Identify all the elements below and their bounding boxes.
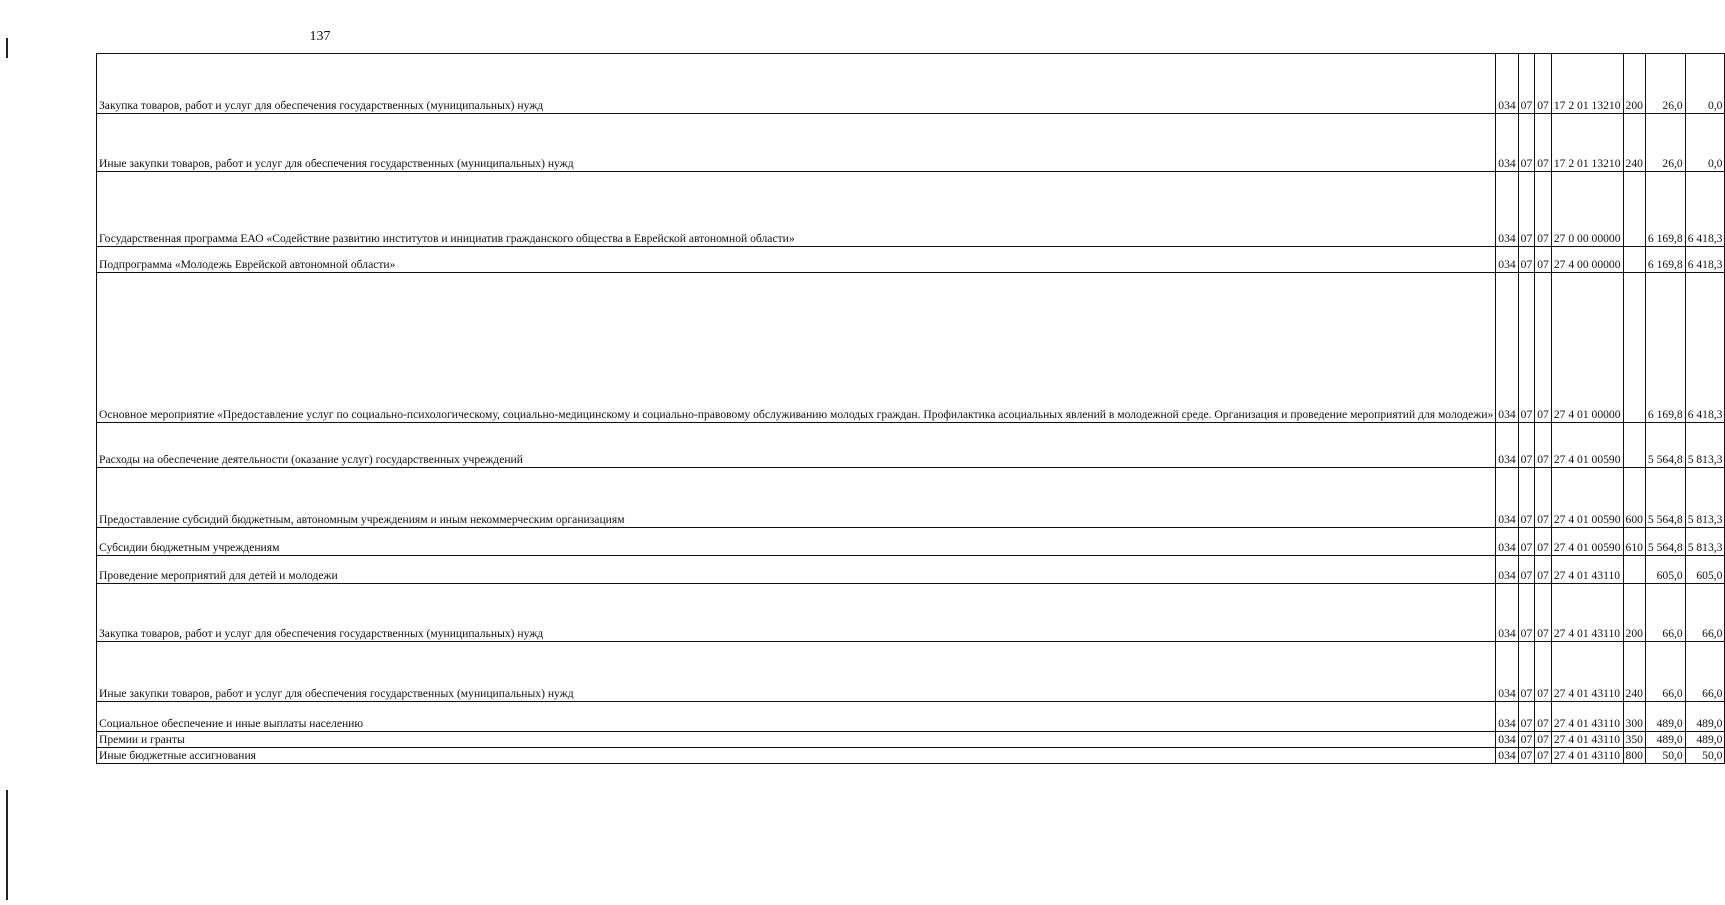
row-name: Расходы на обеспечение деятельности (оказание услуг) государственных учреждений <box>97 423 1496 468</box>
expense-type-code: 300 <box>1623 702 1645 732</box>
grbs-code: 034 <box>1496 172 1518 247</box>
grbs-code: 034 <box>1496 732 1518 748</box>
section-code: 07 <box>1518 642 1535 702</box>
section-code: 07 <box>1518 468 1535 528</box>
amount-year-2: 6 418,3 <box>1685 172 1725 247</box>
expense-type-code <box>1623 172 1645 247</box>
target-article-code: 27 4 01 00590 <box>1551 468 1623 528</box>
row-name: Подпрограмма «Молодежь Еврейской автономной области» <box>97 247 1496 273</box>
amount-year-2: 489,0 <box>1685 702 1725 732</box>
expense-type-code <box>1623 423 1645 468</box>
target-article-code: 27 4 01 43110 <box>1551 702 1623 732</box>
margin-mark-bottom <box>6 790 8 900</box>
budget-table <box>96 53 1725 764</box>
grbs-code: 034 <box>1496 247 1518 273</box>
row-name: Закупка товаров, работ и услуг для обеспечения государственных (муниципальных) нужд <box>97 54 1496 114</box>
amount-year-1: 605,0 <box>1645 556 1685 584</box>
table-row <box>97 247 1725 273</box>
table-row <box>97 468 1725 528</box>
subsection-code: 07 <box>1535 584 1552 642</box>
target-article-code: 27 4 01 00590 <box>1551 423 1623 468</box>
table-row <box>97 528 1725 556</box>
amount-year-2: 5 813,3 <box>1685 528 1725 556</box>
amount-year-1: 66,0 <box>1645 642 1685 702</box>
expense-type-code: 240 <box>1623 114 1645 172</box>
grbs-code: 034 <box>1496 423 1518 468</box>
row-name: Иные бюджетные ассигнования <box>97 748 1496 764</box>
amount-year-2: 5 813,3 <box>1685 468 1725 528</box>
table-row <box>97 423 1725 468</box>
expense-type-code: 800 <box>1623 748 1645 764</box>
amount-year-1: 489,0 <box>1645 732 1685 748</box>
section-code: 07 <box>1518 732 1535 748</box>
section-code: 07 <box>1518 702 1535 732</box>
amount-year-2: 66,0 <box>1685 642 1725 702</box>
target-article-code: 27 4 01 43110 <box>1551 748 1623 764</box>
amount-year-1: 5 564,8 <box>1645 528 1685 556</box>
subsection-code: 07 <box>1535 556 1552 584</box>
target-article-code: 27 0 00 00000 <box>1551 172 1623 247</box>
amount-year-1: 5 564,8 <box>1645 468 1685 528</box>
target-article-code: 17 2 01 13210 <box>1551 114 1623 172</box>
row-name: Закупка товаров, работ и услуг для обеспечения государственных (муниципальных) нужд <box>97 584 1496 642</box>
section-code: 07 <box>1518 556 1535 584</box>
subsection-code: 07 <box>1535 247 1552 273</box>
section-code: 07 <box>1518 584 1535 642</box>
subsection-code: 07 <box>1535 642 1552 702</box>
amount-year-2: 0,0 <box>1685 54 1725 114</box>
target-article-code: 27 4 01 00590 <box>1551 528 1623 556</box>
section-code: 07 <box>1518 423 1535 468</box>
amount-year-2: 6 418,3 <box>1685 247 1725 273</box>
expense-type-code: 200 <box>1623 584 1645 642</box>
grbs-code: 034 <box>1496 642 1518 702</box>
section-code: 07 <box>1518 748 1535 764</box>
table-row <box>97 114 1725 172</box>
table-row <box>97 584 1725 642</box>
amount-year-2: 6 418,3 <box>1685 273 1725 423</box>
amount-year-1: 50,0 <box>1645 748 1685 764</box>
row-name: Основное мероприятие «Предоставление услуг по социально-психологическому, социально-медицинскому и социально-правовому обслуживанию молодых граждан. Профилактика асоциальных явлений в молодежной среде. Организация и проведение мероприятий для молодежи» <box>97 273 1496 423</box>
target-article-code: 27 4 01 00000 <box>1551 273 1623 423</box>
table-row <box>97 54 1725 114</box>
section-code: 07 <box>1518 54 1535 114</box>
amount-year-1: 26,0 <box>1645 54 1685 114</box>
grbs-code: 034 <box>1496 702 1518 732</box>
row-name: Социальное обеспечение и иные выплаты населению <box>97 702 1496 732</box>
page-number: 137 <box>309 29 331 44</box>
section-code: 07 <box>1518 247 1535 273</box>
row-name: Государственная программа ЕАО «Содействие развитию институтов и инициатив гражданского общества в Еврейской автономной области» <box>97 172 1496 247</box>
row-name: Иные закупки товаров, работ и услуг для обеспечения государственных (муниципальных) нужд <box>97 642 1496 702</box>
grbs-code: 034 <box>1496 556 1518 584</box>
expense-type-code <box>1623 556 1645 584</box>
grbs-code: 034 <box>1496 748 1518 764</box>
table-row <box>97 273 1725 423</box>
amount-year-1: 6 169,8 <box>1645 172 1685 247</box>
section-code: 07 <box>1518 114 1535 172</box>
expense-type-code: 350 <box>1623 732 1645 748</box>
grbs-code: 034 <box>1496 528 1518 556</box>
amount-year-2: 0,0 <box>1685 114 1725 172</box>
margin-mark-top <box>6 38 8 58</box>
amount-year-2: 489,0 <box>1685 732 1725 748</box>
row-name: Проведение мероприятий для детей и молодежи <box>97 556 1496 584</box>
table-row <box>97 748 1725 764</box>
expense-type-code: 200 <box>1623 54 1645 114</box>
target-article-code: 27 4 01 43110 <box>1551 642 1623 702</box>
subsection-code: 07 <box>1535 423 1552 468</box>
grbs-code: 034 <box>1496 114 1518 172</box>
subsection-code: 07 <box>1535 702 1552 732</box>
grbs-code: 034 <box>1496 584 1518 642</box>
amount-year-2: 50,0 <box>1685 748 1725 764</box>
row-name: Премии и гранты <box>97 732 1496 748</box>
amount-year-1: 26,0 <box>1645 114 1685 172</box>
subsection-code: 07 <box>1535 468 1552 528</box>
target-article-code: 27 4 01 43110 <box>1551 556 1623 584</box>
expense-type-code: 600 <box>1623 468 1645 528</box>
table-row <box>97 702 1725 732</box>
expense-type-code <box>1623 273 1645 423</box>
table-row <box>97 556 1725 584</box>
target-article-code: 27 4 01 43110 <box>1551 732 1623 748</box>
subsection-code: 07 <box>1535 748 1552 764</box>
subsection-code: 07 <box>1535 114 1552 172</box>
row-name: Субсидии бюджетным учреждениям <box>97 528 1496 556</box>
subsection-code: 07 <box>1535 273 1552 423</box>
amount-year-2: 605,0 <box>1685 556 1725 584</box>
expense-type-code: 610 <box>1623 528 1645 556</box>
grbs-code: 034 <box>1496 468 1518 528</box>
amount-year-2: 66,0 <box>1685 584 1725 642</box>
target-article-code: 27 4 00 00000 <box>1551 247 1623 273</box>
amount-year-1: 489,0 <box>1645 702 1685 732</box>
subsection-code: 07 <box>1535 172 1552 247</box>
grbs-code: 034 <box>1496 54 1518 114</box>
table-row <box>97 732 1725 748</box>
subsection-code: 07 <box>1535 54 1552 114</box>
amount-year-1: 5 564,8 <box>1645 423 1685 468</box>
target-article-code: 17 2 01 13210 <box>1551 54 1623 114</box>
subsection-code: 07 <box>1535 732 1552 748</box>
amount-year-2: 5 813,3 <box>1685 423 1725 468</box>
amount-year-1: 66,0 <box>1645 584 1685 642</box>
target-article-code: 27 4 01 43110 <box>1551 584 1623 642</box>
table-row <box>97 642 1725 702</box>
section-code: 07 <box>1518 273 1535 423</box>
section-code: 07 <box>1518 528 1535 556</box>
row-name: Предоставление субсидий бюджетным, автономным учреждениям и иным некоммерческим организациям <box>97 468 1496 528</box>
section-code: 07 <box>1518 172 1535 247</box>
table-row <box>97 172 1725 247</box>
amount-year-1: 6 169,8 <box>1645 247 1685 273</box>
grbs-code: 034 <box>1496 273 1518 423</box>
amount-year-1: 6 169,8 <box>1645 273 1685 423</box>
expense-type-code: 240 <box>1623 642 1645 702</box>
row-name: Иные закупки товаров, работ и услуг для обеспечения государственных (муниципальных) нужд <box>97 114 1496 172</box>
subsection-code: 07 <box>1535 528 1552 556</box>
expense-type-code <box>1623 247 1645 273</box>
